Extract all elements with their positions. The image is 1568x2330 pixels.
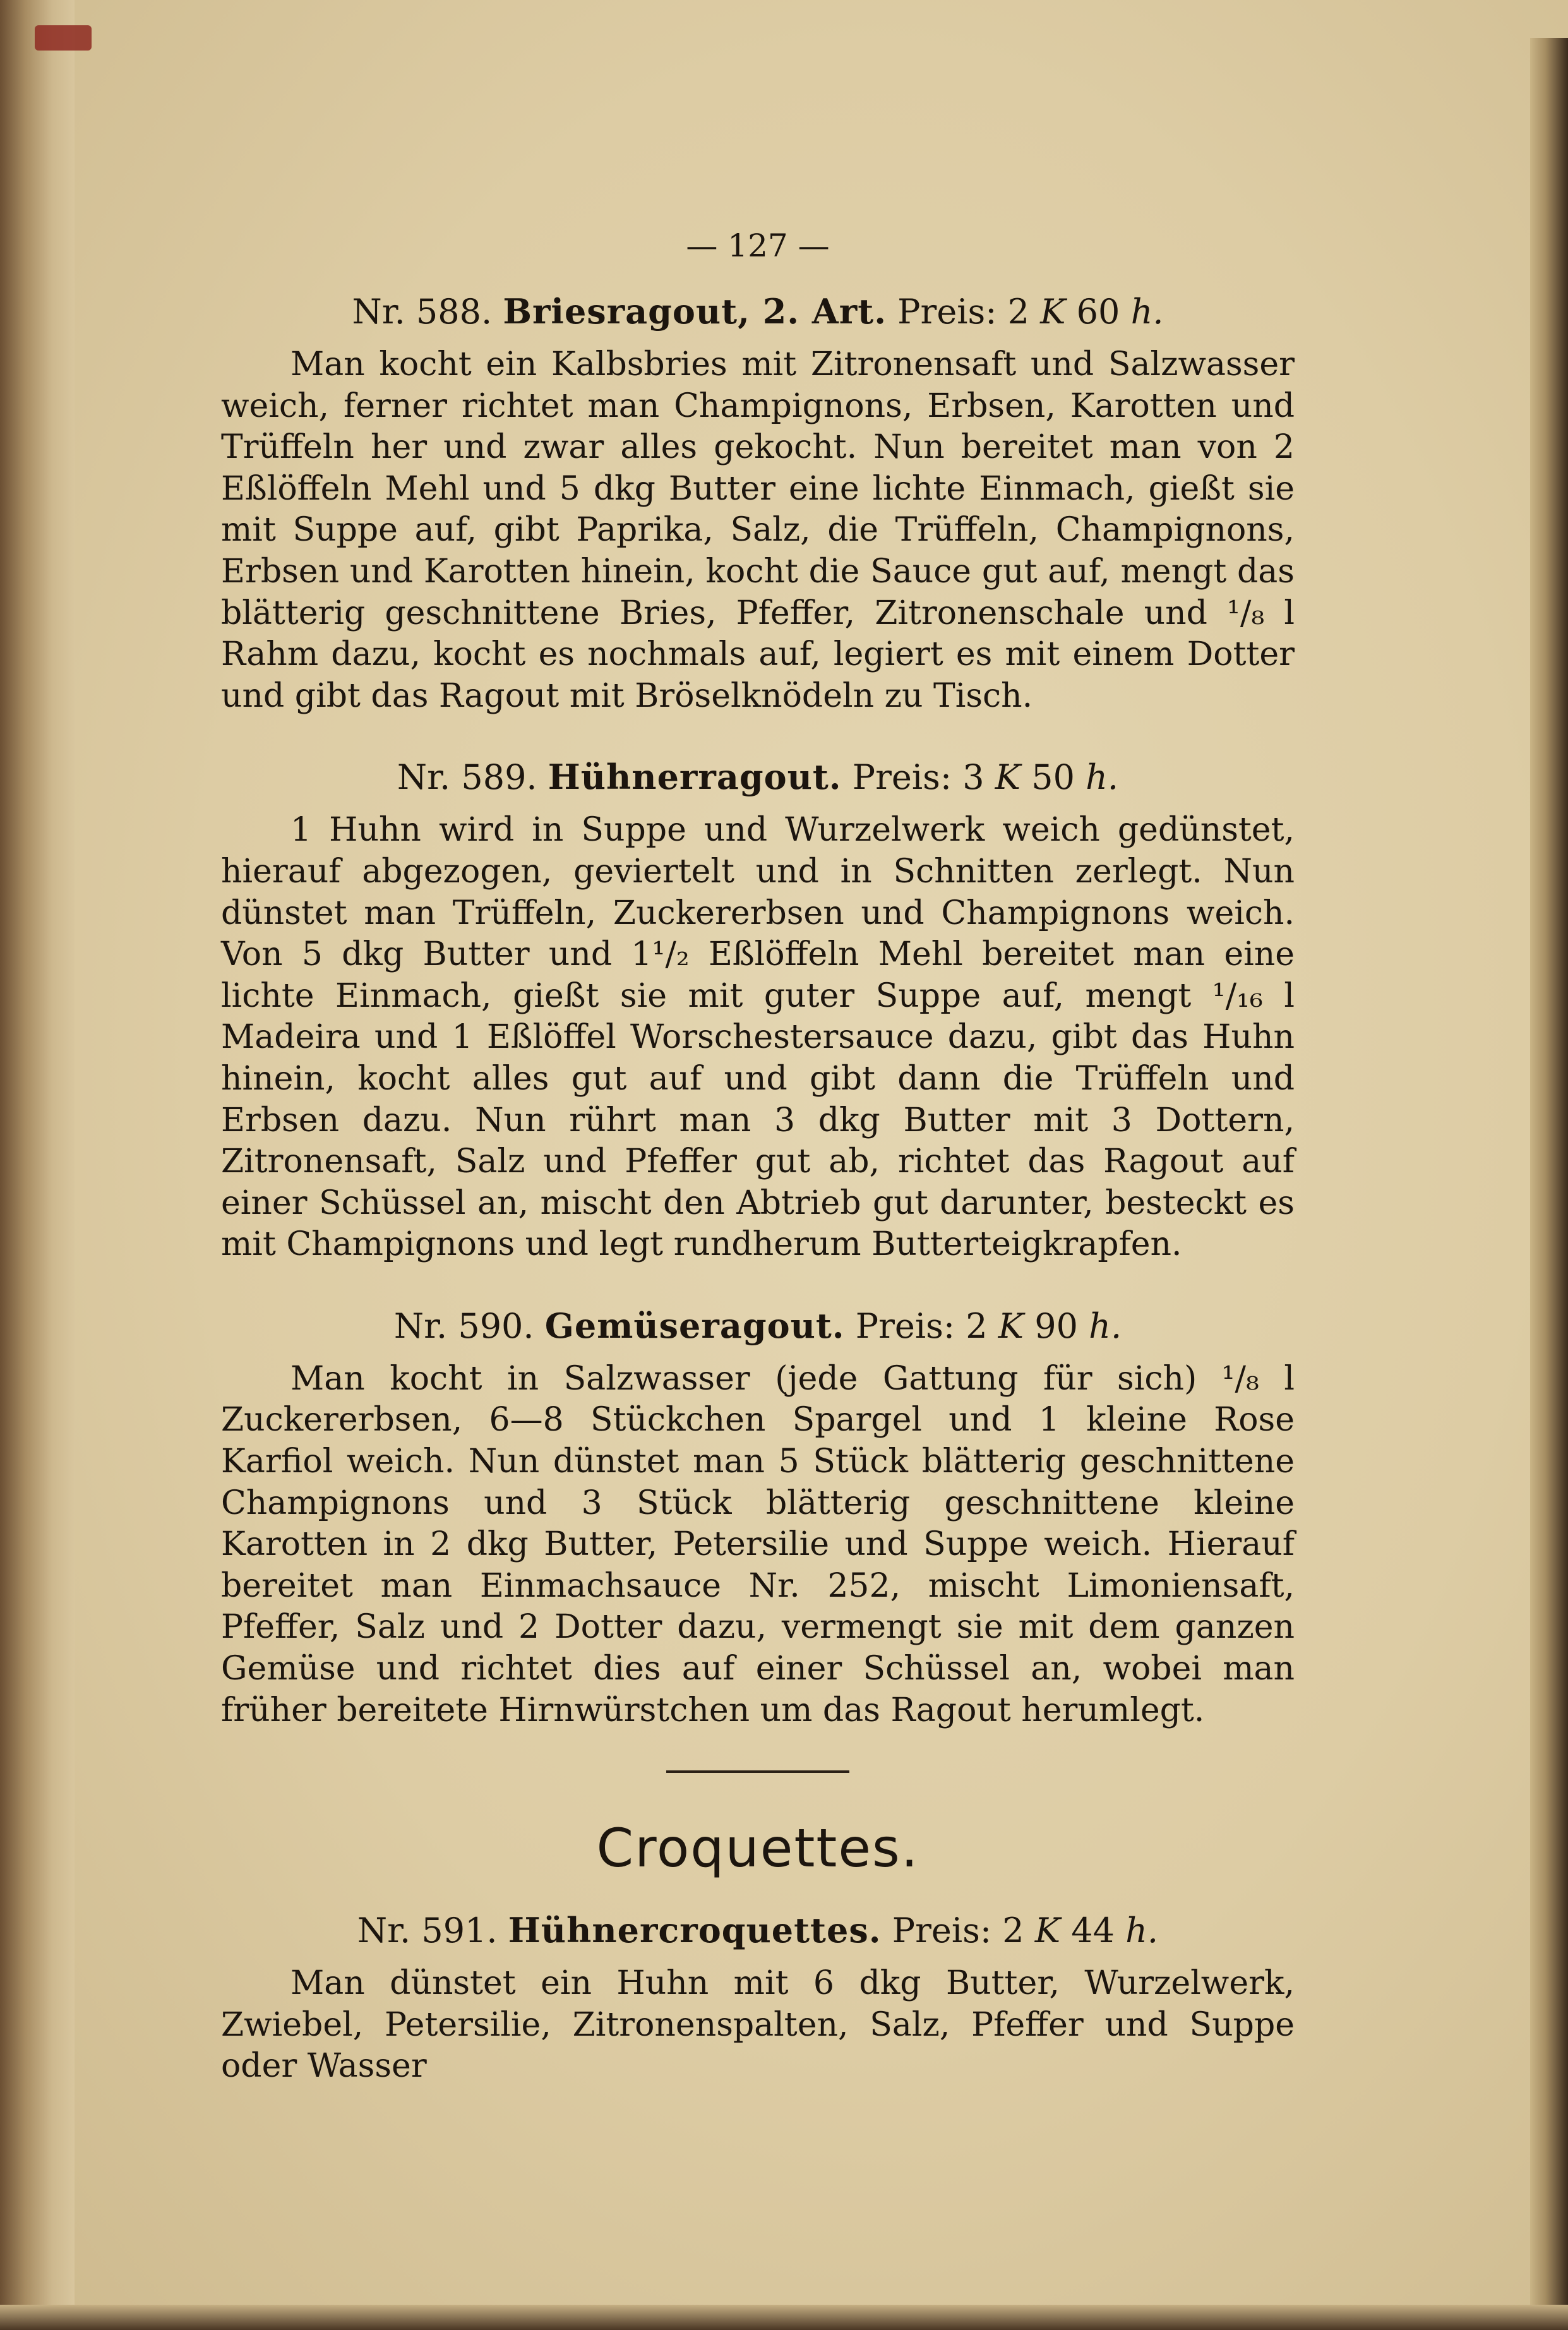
recipe-text: 1 Huhn wird in Suppe und Wurzelwerk weich gedünstet, hierauf abgezogen, geviertelt und in Schnitten zerlegt. Nun dünstet man Trüffeln, Zuckererbsen und Champignons weich. Von 5 dkg Butter und 1¹/₂ Eßlöffeln Mehl bereitet man eine lichte Einmach, gießt sie mit guter Suppe auf, mengt ¹/₁₆ l Madeira und 1 Eßlöffel Worschestersauce dazu, gibt das Huhn hinein, kocht alles gut auf und gibt dann die Trüffeln und Erbsen dazu. Nun rührt man 3 dkg Butter mit 3 Dottern, Zitronensaft, Salz und Pfeffer gut ab, richtet das Ragout auf einer Schüssel an, mischt den Abtrieb gut darunter, besteckt es mit Champignons und legt rundherum Butterteigkrapfen.: [221, 811, 1295, 1264]
recipe-text: Man dünstet ein Huhn mit 6 dkg Butter, Wurzelwerk, Zwiebel, Petersilie, Zitronenspalten, Salz, Pfeffer und Suppe oder Wasser: [221, 1964, 1295, 2086]
price-kronen: 2: [1007, 292, 1029, 332]
price-kronen: 2: [1002, 1911, 1024, 1951]
recipe-number: Nr. 591.: [357, 1911, 498, 1951]
recipe-text: Man kocht ein Kalbsbries mit Zitronensaft und Salzwasser weich, ferner richtet man Champignons, Erbsen, Karotten und Trüffeln her und zwar alles gekocht. Nun bereitet man von 2 Eßlöffeln Mehl und 5 dkg Butter eine lichte Einmach, gießt sie mit Suppe auf, gibt Paprika, Salz, die Trüffeln, Champignons, Erbsen und Karotten hinein, kocht die Sauce gut auf, mengt das blätterig geschnittene Bries, Pfeffer, Zitronenschale und ¹/₈ l Rahm dazu, kocht es nochmals auf, legiert es mit einem Dotter und gibt das Ragout mit Bröselknödeln zu Tisch.: [221, 345, 1295, 715]
recipe-heading: [221, 756, 1295, 798]
recipe-title: Briesragout, 2. Art.: [503, 291, 887, 332]
recipe-589: [221, 756, 1295, 1266]
recipe-heading: [221, 1305, 1295, 1347]
recipe-title: Hühnerragout.: [548, 757, 842, 798]
unit-kronen: K: [1040, 292, 1066, 332]
unit-heller: h.: [1125, 1911, 1159, 1951]
unit-kronen: K: [1034, 1911, 1061, 1951]
recipe-591: [221, 1909, 1295, 2087]
price-heller: 50: [1031, 757, 1075, 798]
unit-heller: h.: [1130, 292, 1164, 332]
price-label: Preis:: [855, 1306, 955, 1346]
price-heller: 44: [1071, 1911, 1115, 1951]
recipe-590: [221, 1305, 1295, 1731]
price-heller: 90: [1034, 1306, 1078, 1346]
recipe-text: Man kocht in Salzwasser (jede Gattung für sich) ¹/₈ l Zuckererbsen, 6—8 Stückchen Spargel und 1 kleine Rose Karfiol weich. Nun dünstet man 5 Stück blätterig geschnittene Champignons und 3 Stück blätterig geschnittene kleine Karotten in 2 dkg Butter, Petersilie und Suppe weich. Hierauf bereitet man Einmachsauce Nr. 252, mischt Limoniensaft, Pfeffer, Salz und 2 Dotter dazu, vermengt sie mit dem ganzen Gemüse und richtet dies auf einer Schüssel an, wobei man früher bereitete Hirnwürstchen um das Ragout herumlegt.: [221, 1359, 1295, 1729]
recipe-title: Gemüseragout.: [544, 1305, 845, 1346]
section-title: Croquettes.: [596, 1817, 919, 1880]
unit-kronen: K: [995, 757, 1021, 798]
recipe-heading: [221, 291, 1295, 333]
price-kronen: 3: [962, 757, 984, 798]
section-divider: [666, 1770, 849, 1773]
price-heller: 60: [1076, 292, 1120, 332]
price-kronen: 2: [966, 1306, 988, 1346]
page-number: — 127 —: [686, 227, 830, 264]
unit-kronen: K: [998, 1306, 1024, 1346]
page-edge: [1530, 38, 1568, 2324]
binding-thread: [35, 25, 92, 51]
unit-heller: h.: [1086, 757, 1119, 798]
page-bottom-edge: [0, 2305, 1568, 2330]
recipe-number: Nr. 588.: [352, 292, 493, 332]
unit-heller: h.: [1089, 1306, 1122, 1346]
price-label: Preis:: [852, 757, 952, 798]
price-label: Preis:: [897, 292, 997, 332]
recipe-heading: [221, 1909, 1295, 1952]
page-content: [221, 227, 1295, 2087]
price-label: Preis:: [892, 1911, 992, 1951]
recipe-title: Hühnercroquettes.: [508, 1910, 882, 1951]
recipe-number: Nr. 589.: [397, 757, 537, 798]
book-spine: [0, 0, 75, 2330]
recipe-number: Nr. 590.: [393, 1306, 534, 1346]
recipe-588: [221, 291, 1295, 717]
